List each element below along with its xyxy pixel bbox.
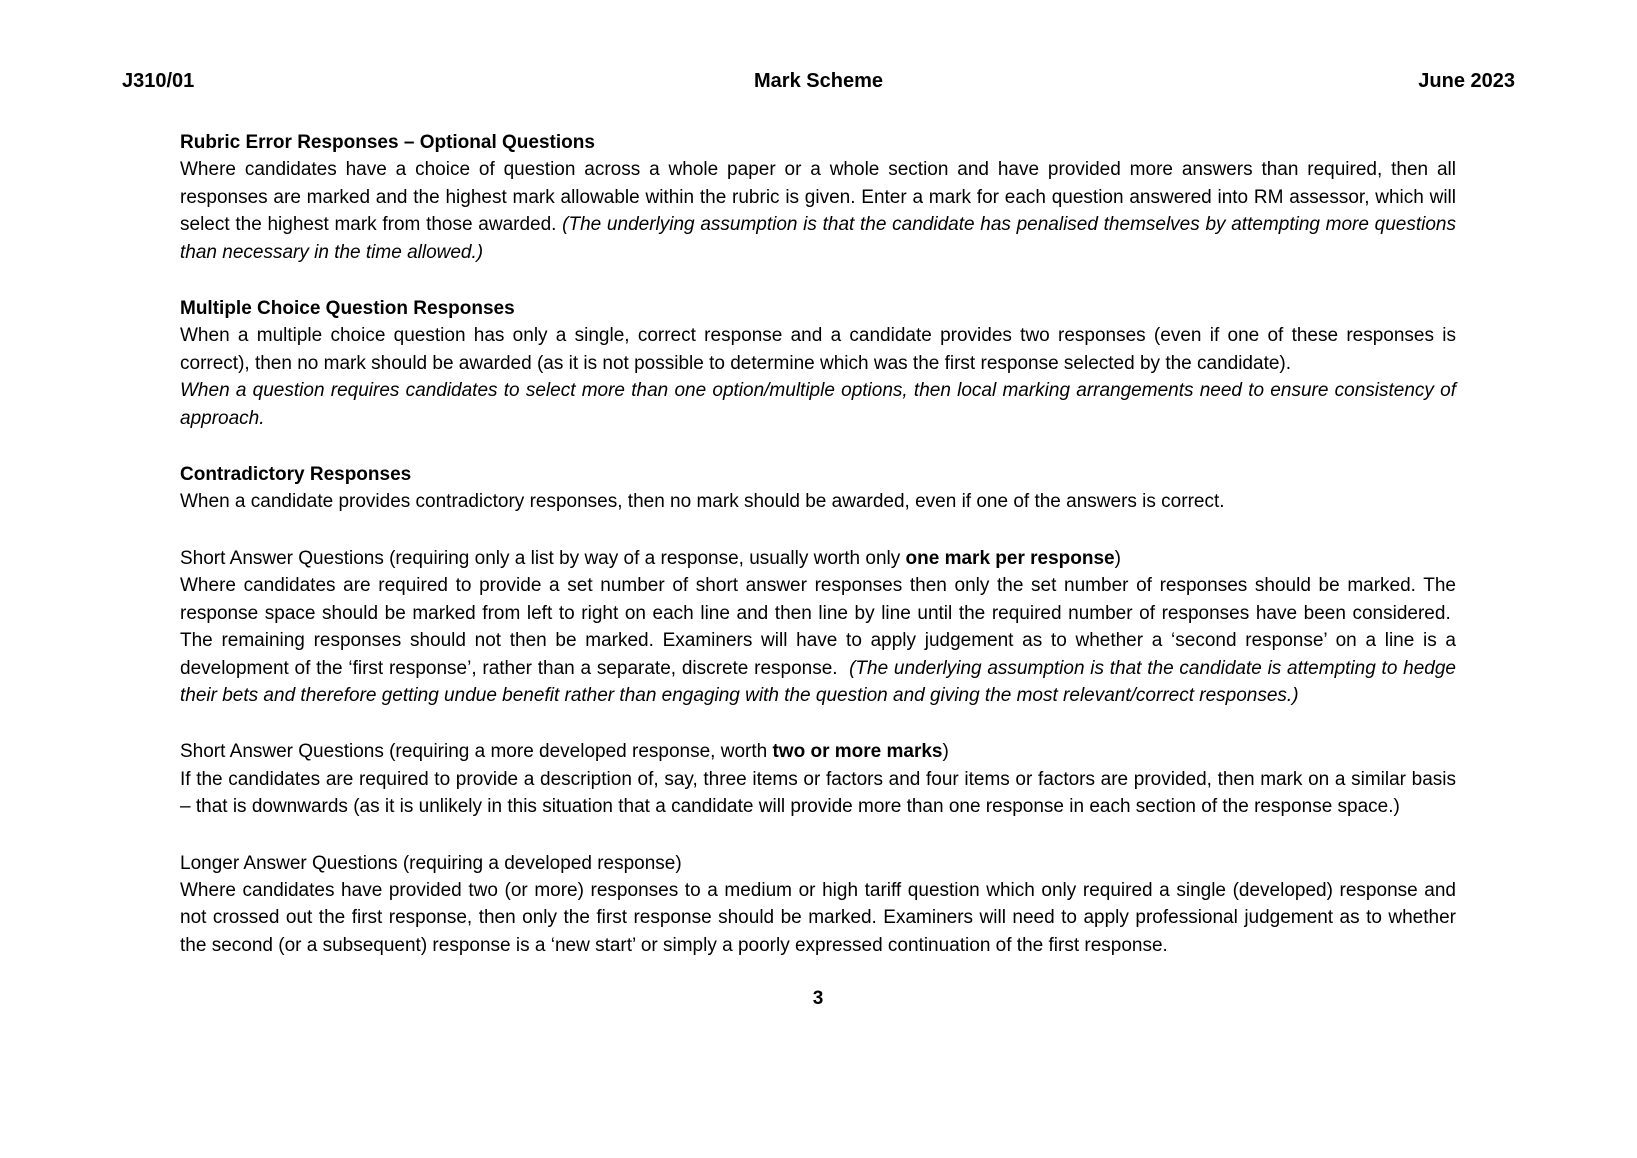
text-run: ) [942, 741, 949, 763]
section-paragraph [180, 877, 1456, 959]
section-heading [180, 545, 1456, 572]
page-header [0, 0, 1637, 93]
section-heading [180, 129, 1456, 156]
text-run-italic: (The underlying assumption is that the candidate has penalised themselves by attempting more questions than necessary in the time allowed.) [180, 214, 1456, 263]
text-run: Short Answer Questions (requiring a more developed response, worth [180, 741, 773, 763]
document-section [180, 461, 1456, 516]
document-code: J310/01 [122, 70, 195, 92]
text-run-italic: When a question requires candidates to select more than one option/multiple options, then local marking arrangements need to ensure consistency of approach. [180, 380, 1456, 429]
section-paragraph [180, 377, 1456, 432]
text-run-bold: one mark per response [905, 547, 1115, 569]
text-run: Short Answer Questions (requiring only a list by way of a response, usually worth only [180, 547, 906, 569]
section-paragraph [180, 572, 1456, 709]
text-run: Longer Answer Questions (requiring a developed response) [180, 852, 682, 874]
section-heading [180, 461, 1456, 488]
section-heading [180, 850, 1456, 877]
document-title: Mark Scheme [754, 70, 883, 92]
section-heading [180, 295, 1456, 322]
section-paragraph [180, 156, 1456, 266]
document-section [180, 738, 1456, 820]
section-paragraph [180, 488, 1456, 515]
text-run: Where candidates have provided two (or more) responses to a medium or high tariff question which only required a single (developed) response and not crossed out the first response, then only the first response should be marked. Examiners will need to apply professional judgement as to whether the second (or a subsequent) response is a ‘new start’ or simply a poorly expressed continuation of the first response. [180, 879, 1456, 956]
document-section [180, 545, 1456, 709]
text-run: When a multiple choice question has only a single, correct response and a candidate provides two responses (even if one of these responses is correct), then no mark should be awarded (as it is not possible to determine which was the first response selected by the candidate). [180, 325, 1456, 374]
text-run: ) [1114, 547, 1121, 569]
text-run-bold: two or more marks [772, 741, 943, 763]
section-paragraph [180, 766, 1456, 821]
section-heading [180, 738, 1456, 765]
page-footer [180, 988, 1456, 1010]
text-run: When a candidate provides contradictory responses, then no mark should be awarded, even if one of the answers is correct. [180, 491, 1225, 513]
text-run: Where candidates are required to provide a set number of short answer responses then only the set number of responses should be marked. The response space should be marked from left to right on each line and then line by line until the required number of responses have been considered. The remaining responses should not then be marked. Examiners will have to apply judgement as to whether a ‘second response’ on a line is a development of the ‘first response’, rather than a separate, discrete response. [180, 575, 1456, 679]
text-run-bold: Contradictory Responses [180, 464, 412, 486]
document-section [180, 850, 1456, 960]
page-number: 3 [812, 988, 824, 1010]
document-section [180, 129, 1456, 266]
text-run: If the candidates are required to provide a description of, say, three items or factors and four items or factors are provided, then mark on a similar basis – that is downwards (as it is unlikely in this situation that a candidate will provide more than one response in each section of the response space.) [180, 768, 1456, 818]
document-body [180, 129, 1456, 959]
text-run: Where candidates have a choice of question across a whole paper or a whole section and have provided more answers than required, then all responses are marked and the highest mark allowable within the rubric is given. Enter a mark for each question answered into RM assessor, which will select the highest mark from those awarded. [180, 159, 1456, 236]
text-run-bold: Multiple Choice Question Responses [180, 298, 515, 320]
section-paragraph [180, 322, 1456, 377]
text-run-bold: Rubric Error Responses – Optional Questions [180, 132, 595, 153]
document-date: June 2023 [1418, 70, 1515, 92]
text-run-italic: (The underlying assumption is that the candidate is attempting to hedge their bets and therefore getting undue benefit rather than engaging with the question and giving the most relevant/correct responses.) [180, 657, 1456, 706]
document-section [180, 295, 1456, 432]
